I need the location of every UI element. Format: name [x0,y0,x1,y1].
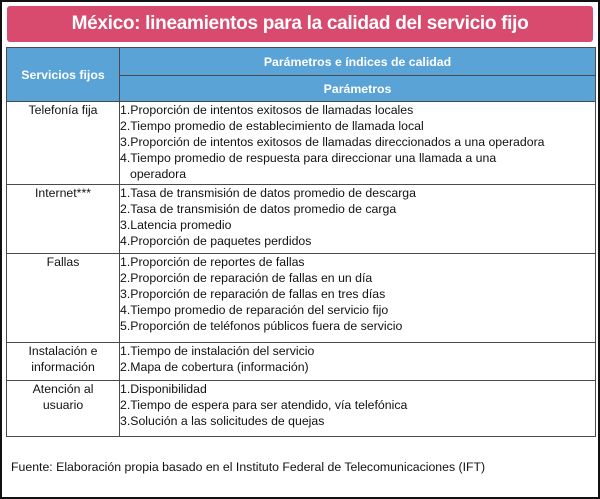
list-item-continuation: operadora [130,167,187,181]
page-title: México: lineamientos para la calidad del servicio fijo [7,6,593,42]
params-cell [120,343,596,381]
list-item: 1.Disponibilidad [120,382,207,396]
header-params: Parámetros [120,76,596,102]
service-cell: Telefonía fija [7,102,120,185]
list-item: 5.Proporción de teléfonos públicos fuera de servicio [120,319,403,333]
table-row [7,343,596,381]
header-params-group: Parámetros e índices de calidad [120,48,596,76]
service-label-line: Instalación e [28,344,98,358]
list-item: 2.Tasa de transmisión de datos promedio de carga [120,202,397,216]
list-item: 1.Tasa de transmisión de datos promedio de descarga [120,186,416,200]
table-row [7,254,596,343]
list-item: 4.Tiempo promedio de reparación del servicio fijo [120,303,389,317]
list-item: 2.Mapa de cobertura (información) [120,360,309,374]
table-header-row [7,48,596,76]
source-note: Fuente: Elaboración propia basado en el Instituto Federal de Telecomunicaciones (IFT) [11,460,486,474]
params-cell [120,102,596,185]
list-item: 2.Tiempo de espera para ser atendido, vía telefónica [120,398,408,412]
service-cell: Fallas [7,254,120,343]
table-row [7,102,596,185]
params-cell [120,381,596,437]
service-label-line: Atención al [32,382,94,396]
list-item: 2.Tiempo promedio de establecimiento de llamada local [120,119,424,133]
service-label-line: información [31,360,95,374]
list-item: 1.Proporción de reportes de fallas [120,255,305,269]
service-cell [7,343,120,381]
params-cell [120,185,596,254]
params-cell [120,254,596,343]
list-item: 1.Tiempo de instalación del servicio [120,344,315,358]
service-cell [7,381,120,437]
service-cell: Internet*** [7,185,120,254]
list-item-text: 4.Tiempo promedio de respuesta para direccionar una llamada a una [120,151,497,165]
table-row [7,381,596,437]
list-item [120,150,595,182]
list-item: 1.Proporción de intentos exitosos de llamadas locales [120,103,414,117]
quality-guidelines-table [6,47,596,437]
list-item: 3.Solución a las solicitudes de quejas [120,414,325,428]
list-item: 3.Proporción de reparación de fallas en tres días [120,287,386,301]
list-item: 3.Proporción de intentos exitosos de llamadas direccionados a una operadora [120,135,545,149]
list-item: 3.Latencia promedio [120,218,232,232]
list-item: 4.Proporción de paquetes perdidos [120,234,312,248]
header-services: Servicios fijos [7,48,120,102]
table-row [7,185,596,254]
service-label-line: usuario [42,398,84,412]
list-item: 2.Proporción de reparación de fallas en un día [120,271,373,285]
